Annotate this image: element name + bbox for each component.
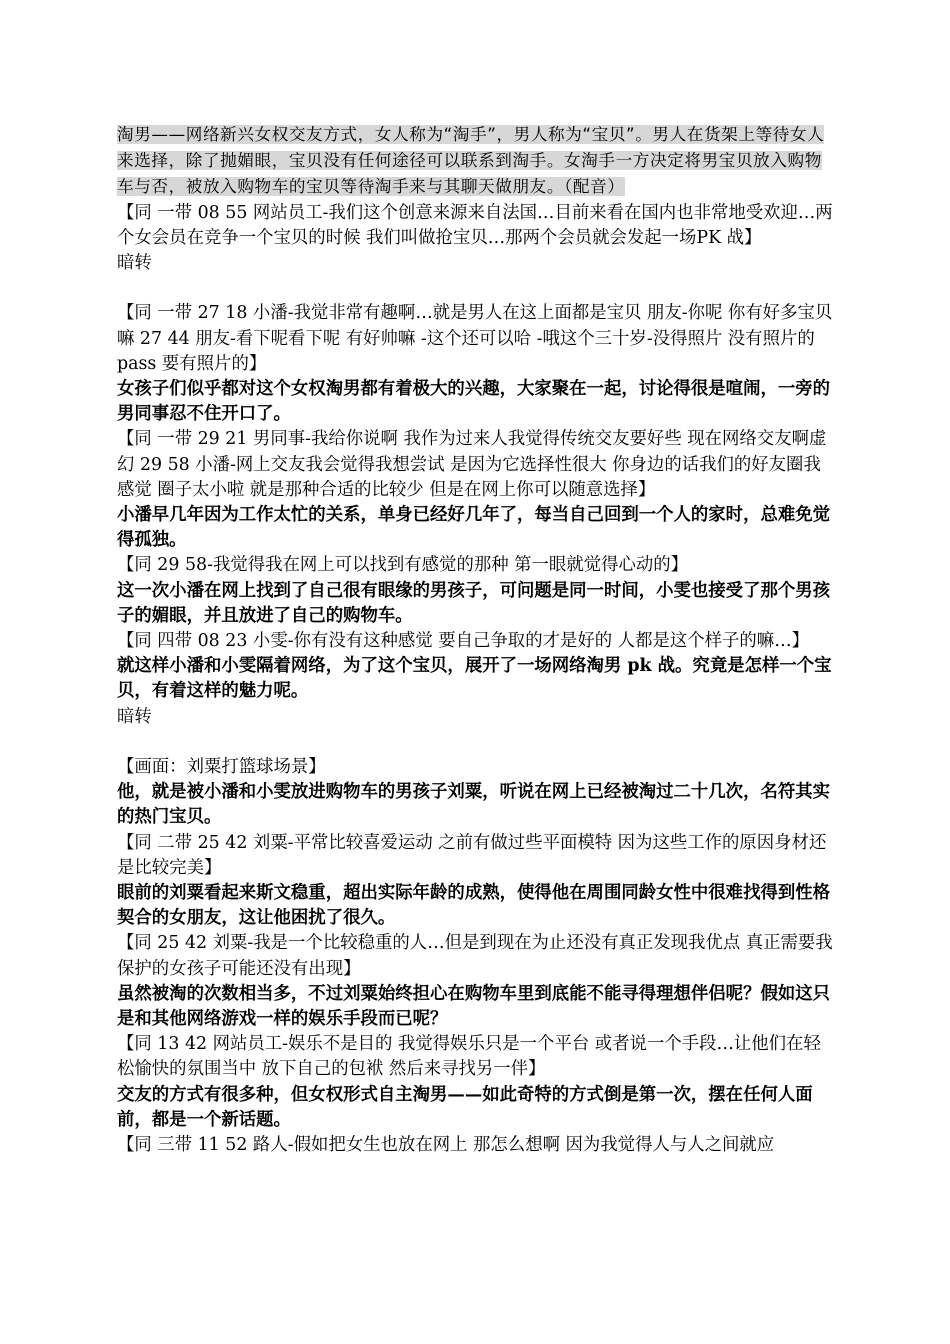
quote-paragraph: 【同 13 42 网站员工-娱乐不是目的 我觉得娱乐只是一个平台 或者说一个手段…让他们在轻松愉快的氛围当中 放下自己的包袱 然后来寻找另一伴】 [117,1034,821,1080]
narration-paragraph: 这一次小潘在网上找到了自己很有眼缘的男孩子，可问题是同一时间，小雯也接受了那个男孩子的媚眼，并且放进了自己的购物车。 [117,580,831,626]
quote-paragraph: 【同 25 42 刘粟-我是一个比较稳重的人…但是到现在为止还没有真正发现我优点 真正需要我保护的女孩子可能还没有出现】 [117,933,833,979]
quote-paragraph: 【同 二带 25 42 刘粟-平常比较喜爱运动 之前有做过些平面模特 因为这些工作的原因身材还是比较完美】 [117,832,827,878]
quote-paragraph: 【同 29 58-我觉得我在网上可以找到有感觉的那种 第一眼就觉得心动的】 [117,555,689,576]
document-body [117,122,837,1158]
narration-paragraph: 交友的方式有很多种，但女权形式自主淘男——如此奇特的方式倒是第一次，摆在任何人面前，都是一个新话题。 [117,1084,813,1130]
narration-paragraph: 眼前的刘粟看起来斯文稳重，超出实际年龄的成熟，使得他在周围同龄女性中很难找得到性格契合的女朋友，这让他困扰了很久。 [117,883,831,929]
narration-paragraph: 小潘早几年因为工作太忙的关系，单身已经好几年了，每当自己回到一个人的家时，总难免觉得孤独。 [117,505,831,551]
intro-highlight: 淘男——网络新兴女权交友方式，女人称为“淘手”，男人称为“宝贝”。男人在货架上等待女人来选择，除了抛媚眼，宝贝没有任何途径可以联系到淘手。女淘手一方决定将男宝贝放入购物车与否，被放入购物车的宝贝等待淘手来与其聊天做朋友。（配音） [117,125,825,197]
narration-paragraph: 虽然被淘的次数相当多，不过刘粟始终担心在购物车里到底能不能寻得理想伴侣呢？假如这只是和其他网络游戏一样的娱乐手段而已呢？ [117,983,831,1030]
quote-paragraph: 【同 四带 08 23 小雯-你有没有这种感觉 要自己争取的才是好的 人都是这个样子的嘛…】 [117,631,809,652]
quote-paragraph: 【同 三带 11 52 路人-假如把女生也放在网上 那怎么想啊 因为我觉得人与人之间就应 [117,1135,775,1156]
intro-paragraph [117,122,837,201]
blank-line [117,730,837,755]
quote-paragraph: 【同 一带 27 18 小潘-我觉非常有趣啊…就是男人在这上面都是宝贝 朋友-你呢 你有好多宝贝嘛 27 44 朋友-看下呢看下呢 有好帅嘛 -这个还可以哈 -哦这个三十岁-没得照片 没有照片的 pass 要有照片的】 [117,303,833,374]
narration-paragraph: 就这样小潘和小雯隔着网络，为了这个宝贝，展开了一场网络淘男 pk 战。究竟是怎样一个宝贝，有着这样的魅力呢。 [117,656,832,702]
blank-line [117,276,837,301]
transition-label: 暗转 [117,706,152,727]
narration-paragraph: 女孩子们似乎都对这个女权淘男都有着极大的兴趣，大家聚在一起，讨论得很是喧闹，一旁的男同事忍不住开口了。 [117,379,831,425]
quote-paragraph: 【同 一带 29 21 男同事-我给你说啊 我作为过来人我觉得传统交友要好些 现在网络交友啊虚幻 29 58 小潘-网上交友我会觉得我想尝试 是因为它选择性很大 你身边的话我们的好友圈我感觉 圈子太小啦 就是那种合适的比较少 但是在网上你可以随意选择】 [117,429,827,500]
quote-paragraph: 【同 一带 08 55 网站员工-我们这个创意来源来自法国…目前来看在国内也非常地受欢迎…两个女会员在竞争一个宝贝的时候 我们叫做抢宝贝…那两个会员就会发起一场PK 战】 [117,202,833,248]
transition-label: 暗转 [117,253,152,274]
narration-paragraph: 他，就是被小潘和小雯放进购物车的男孩子刘粟，听说在网上已经被淘过二十几次，名符其实的热门宝贝。 [117,782,831,828]
scene-note: 【画面：刘粟打篮球场景】 [117,757,326,778]
